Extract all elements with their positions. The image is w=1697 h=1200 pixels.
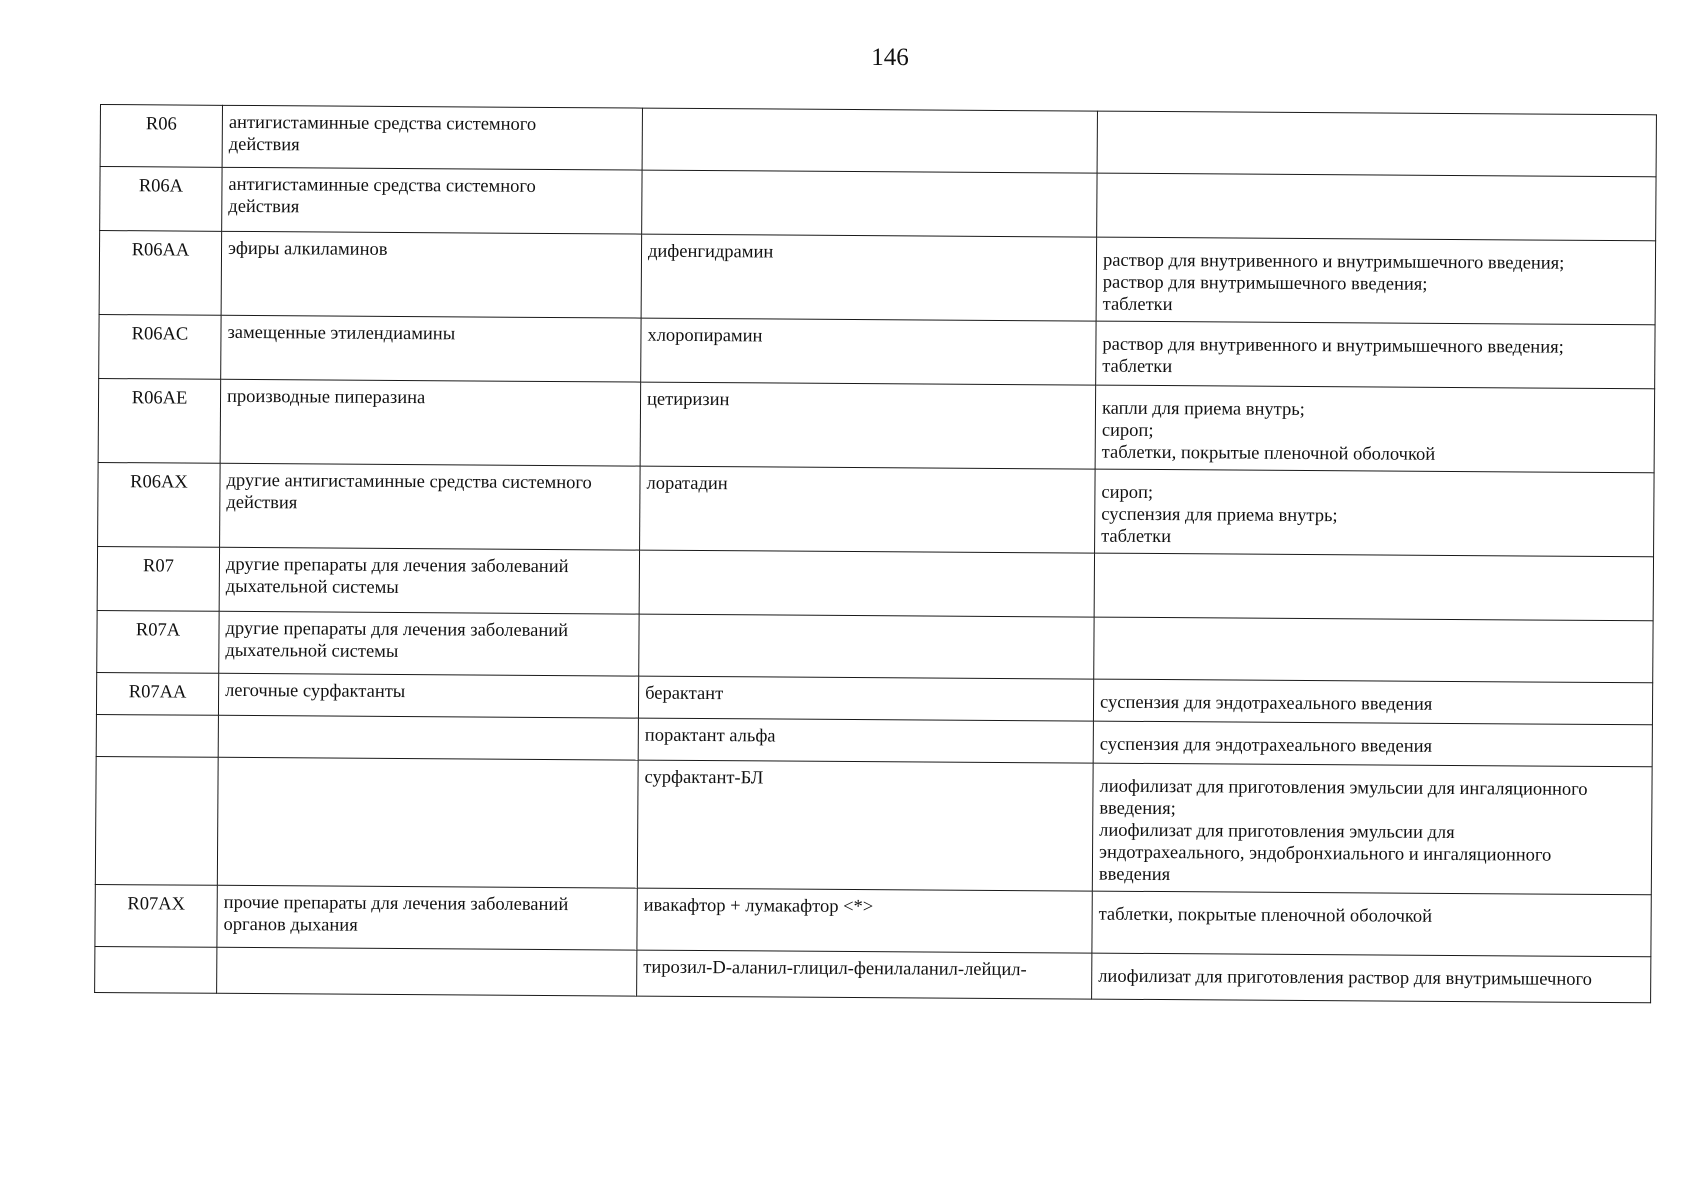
atc-code-cell: R07AX xyxy=(95,884,217,947)
atc-code-cell: R06AA xyxy=(99,231,222,316)
table-row xyxy=(98,378,1655,472)
table-row xyxy=(98,462,1655,556)
medication-table xyxy=(94,104,1657,1003)
table-row xyxy=(100,105,1656,177)
dosage-form-cell: таблетки, покрытые пленочной оболочкой xyxy=(1092,891,1651,957)
atc-code-cell: R06AE xyxy=(98,378,221,463)
pharmacological-group-cell: прочие препараты для лечения заболеваний органов дыхания xyxy=(217,885,637,950)
atc-code-cell: R06AX xyxy=(98,462,221,547)
dosage-form-cell: лиофилизат для приготовления эмульсии для ингаляционного введения; лиофилизат для приготовления эмульсии для эндотрахеального, эндобронхиального и ингаляционного введения xyxy=(1092,763,1652,895)
dosage-form-cell xyxy=(1094,553,1653,621)
atc-code-cell: R06A xyxy=(100,167,222,232)
pharmacological-group-cell xyxy=(218,715,638,760)
table-row xyxy=(99,314,1655,388)
table-row xyxy=(95,756,1652,894)
pharmacological-group-cell: легочные сурфактанты xyxy=(218,673,638,718)
drug-name-cell: сурфактант-БЛ xyxy=(637,760,1093,891)
atc-code-cell: R07A xyxy=(97,610,219,673)
table-row xyxy=(95,946,1651,1002)
dosage-form-cell: лиофилизат для приготовления раствор для внутримышечного xyxy=(1092,953,1651,1003)
dosage-form-cell xyxy=(1094,617,1653,683)
dosage-form-cell: суспензия для эндотрахеального введения xyxy=(1093,679,1652,725)
table-row xyxy=(97,610,1653,682)
atc-code-cell xyxy=(95,946,217,993)
pharmacological-group-cell: производные пиперазина xyxy=(220,379,641,466)
dosage-form-cell: раствор для внутривенного и внутримышечного введения; раствор для внутримышечного введения; таблетки xyxy=(1096,237,1656,325)
pharmacological-group-cell: другие антигистаминные средства системного действия xyxy=(220,463,641,550)
drug-name-cell xyxy=(639,614,1094,679)
dosage-form-cell: суспензия для эндотрахеального введения xyxy=(1093,721,1652,767)
table-row xyxy=(95,884,1651,956)
atc-code-cell: R06AC xyxy=(99,314,221,379)
pharmacological-group-cell xyxy=(217,757,638,888)
atc-code-cell: R07AA xyxy=(96,672,218,715)
dosage-form-cell: капли для приема внутрь; сироп; таблетки, покрытые пленочной оболочкой xyxy=(1095,385,1655,473)
drug-name-cell: тирозил-D-аланил-глицил-фенилаланил-лейцил- xyxy=(637,950,1092,999)
atc-code-cell xyxy=(95,756,218,885)
pharmacological-group-cell: замещенные этилендиамины xyxy=(221,315,641,382)
pharmacological-group-cell: другие препараты для лечения заболеваний дыхательной системы xyxy=(219,547,639,614)
atc-code-cell: R07 xyxy=(97,546,219,611)
drug-name-cell: ивакафтор + лумакафтор <*> xyxy=(637,888,1092,953)
drug-name-cell: порактант альфа xyxy=(638,718,1093,763)
atc-code-cell: R06 xyxy=(100,105,222,168)
table-row xyxy=(99,231,1656,325)
dosage-form-cell: раствор для внутривенного и внутримышечного введения; таблетки xyxy=(1096,321,1655,389)
dosage-form-cell xyxy=(1097,111,1656,177)
dosage-form-cell: сироп; суспензия для приема внутрь; таблетки xyxy=(1095,469,1655,557)
pharmacological-group-cell: антигистаминные средства системного действия xyxy=(222,105,642,170)
pharmacological-group-cell: антигистаминные средства системного действия xyxy=(222,167,642,234)
atc-code-cell xyxy=(96,714,218,757)
pharmacological-group-cell: эфиры алкиламинов xyxy=(221,231,642,318)
drug-name-cell xyxy=(642,170,1097,237)
drug-name-cell: хлоропирамин xyxy=(641,318,1096,385)
page-number: 146 xyxy=(871,44,909,71)
drug-name-cell: дифенгидрамин xyxy=(641,234,1097,321)
pharmacological-group-cell: другие препараты для лечения заболеваний дыхательной системы xyxy=(219,611,639,676)
pharmacological-group-cell xyxy=(217,947,637,996)
drug-name-cell: берактант xyxy=(638,676,1093,721)
table-row xyxy=(97,546,1653,620)
drug-name-cell: цетиризин xyxy=(640,382,1096,469)
drug-name-cell: лоратадин xyxy=(640,466,1096,553)
drug-name-cell xyxy=(639,550,1094,617)
dosage-form-cell xyxy=(1097,173,1656,241)
drug-name-cell xyxy=(642,108,1097,173)
table-row xyxy=(100,167,1656,241)
